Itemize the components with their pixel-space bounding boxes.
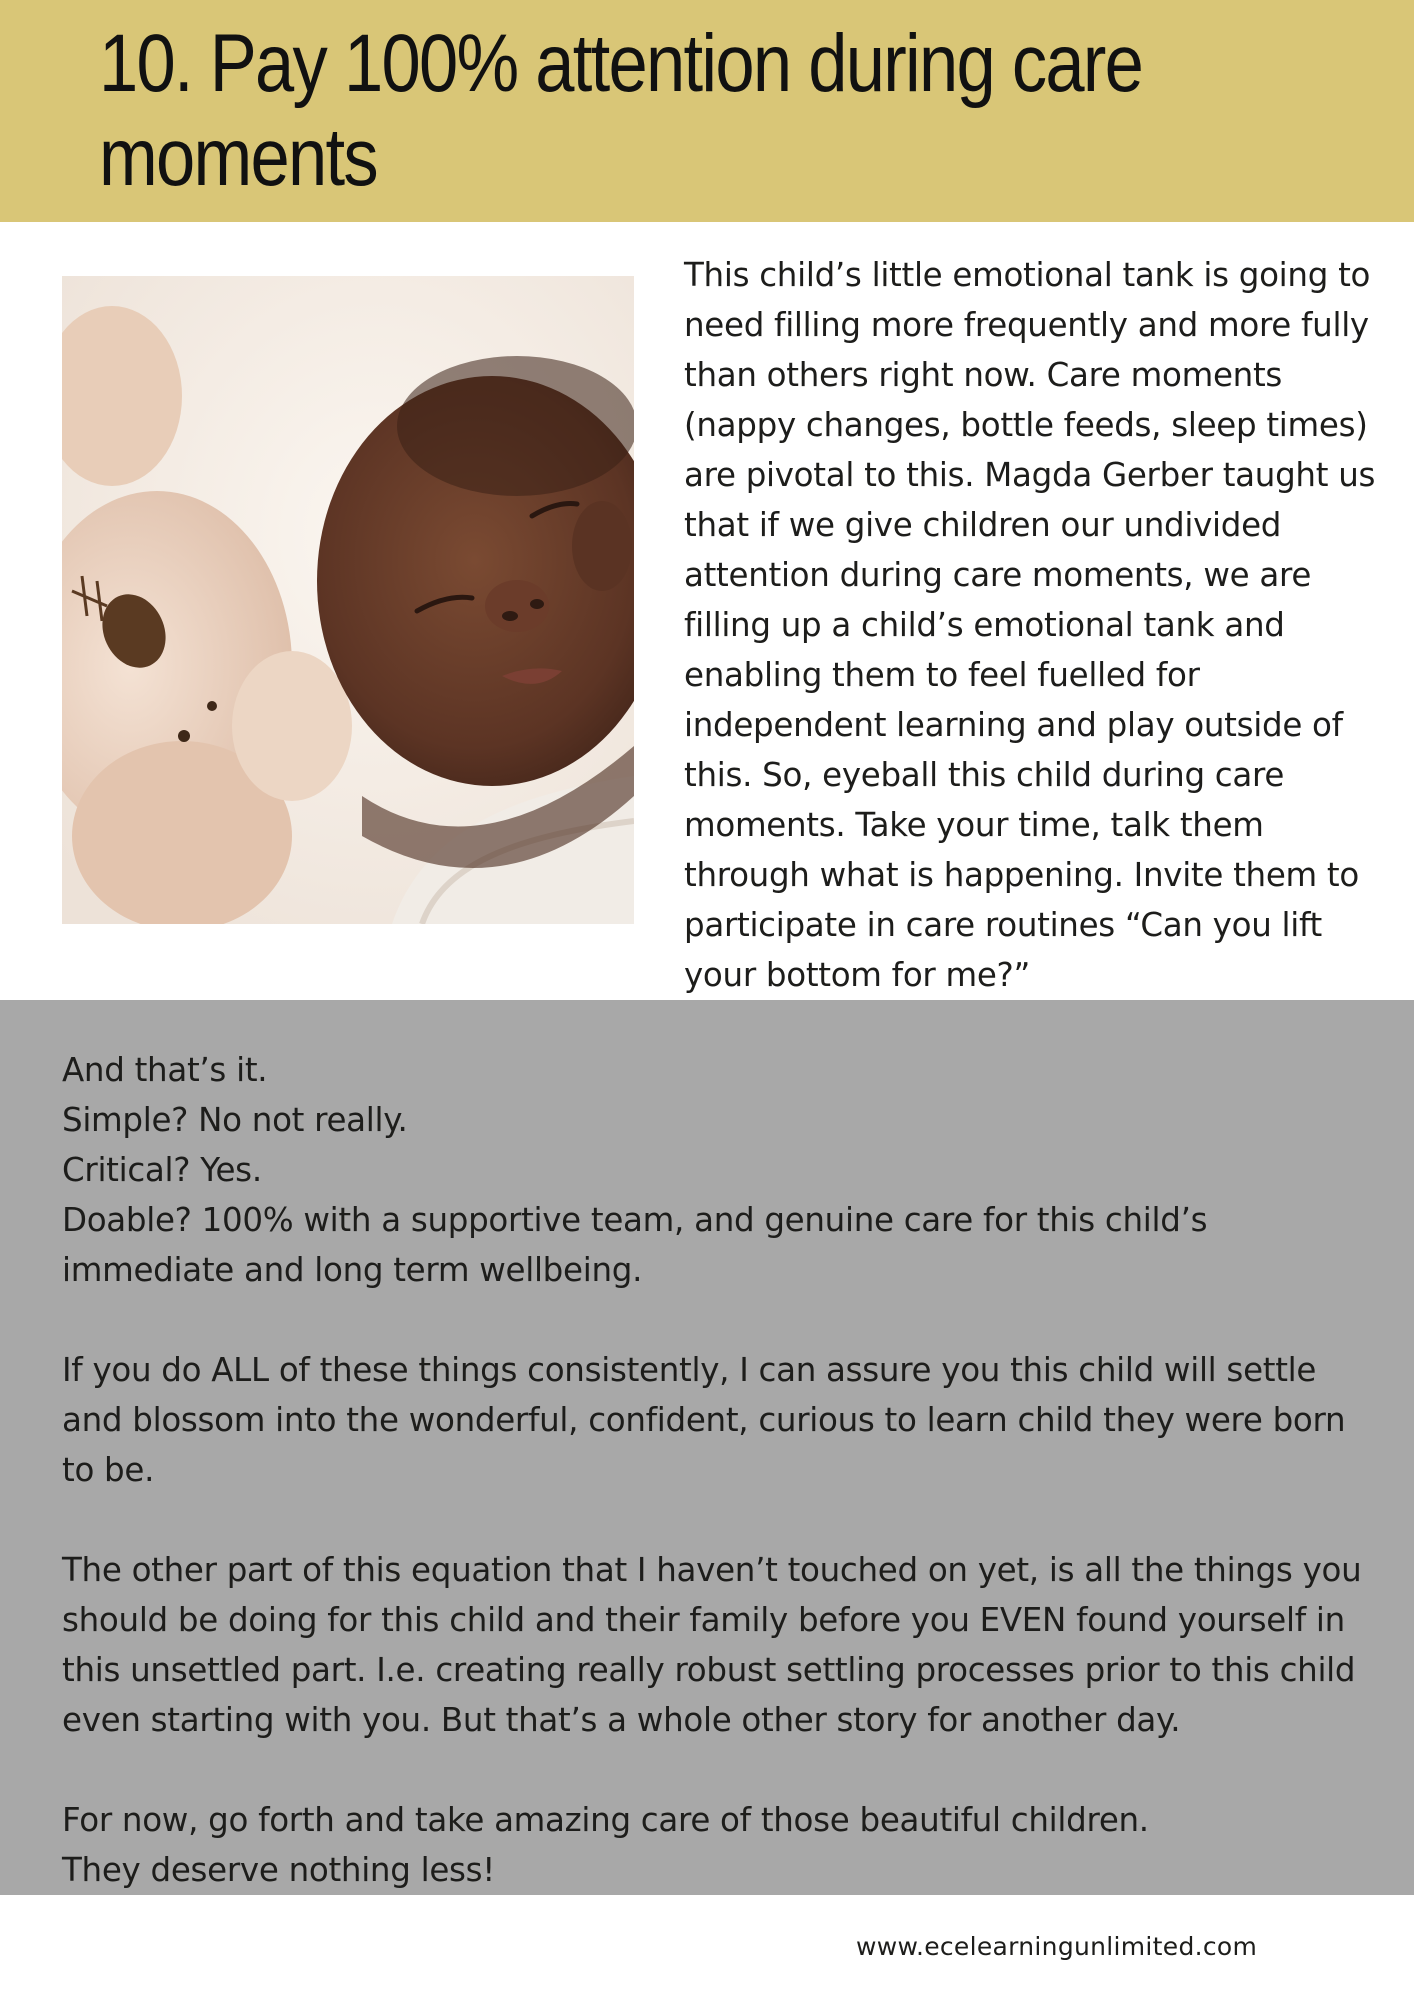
sleeping-baby-with-teddy-bear-icon [62, 276, 634, 924]
closing-paragraph: The other part of this equation that I haven’t touched on yet, is all the things you should be doing for this child and their family before you EVEN found yourself in this unsettled part. I.e. creating really robust settling processes prior to this child even starting with you. But that’s a whole other story for another day. [62, 1551, 1362, 1739]
intro-paragraph: This child’s little emotional tank is going to need filling more frequently and more fully than others right now. Care moments (nappy changes, bottle feeds, sleep times) are pivotal to this. Magda Gerber taught us that if we give children our undivided attention during care moments, we are filling up a child’s emotional tank and enabling them to feel fuelled for independent learning and play outside of this. So, eyeball this child during care moments. Take your time, talk them through what is happening. Invite them to participate in care routines “Can you lift your bottom for me?” [684, 256, 1376, 994]
page-title: 10. Pay 100% attention during care moments [98, 18, 1143, 203]
closing-line: Simple? No not really. [62, 1101, 408, 1139]
closing-line: Doable? 100% with a supportive team, and genuine care for this child’s immediate and long term wellbeing. [62, 1201, 1208, 1289]
closing-line: For now, go forth and take amazing care of those beautiful children. [62, 1801, 1149, 1839]
closing-paragraph: If you do ALL of these things consistently, I can assure you this child will settle and blossom into the wonderful, confident, curious to learn child they were born to be. [62, 1351, 1346, 1489]
closing-line: And that’s it. [62, 1051, 268, 1089]
closing-section [62, 1045, 1362, 1895]
footer-website-url: www.ecelearningunlimited.com [856, 1932, 1258, 1961]
sleeping-baby-photo [62, 276, 634, 924]
closing-line: Critical? Yes. [62, 1151, 262, 1189]
closing-line: They deserve nothing less! [62, 1851, 496, 1889]
